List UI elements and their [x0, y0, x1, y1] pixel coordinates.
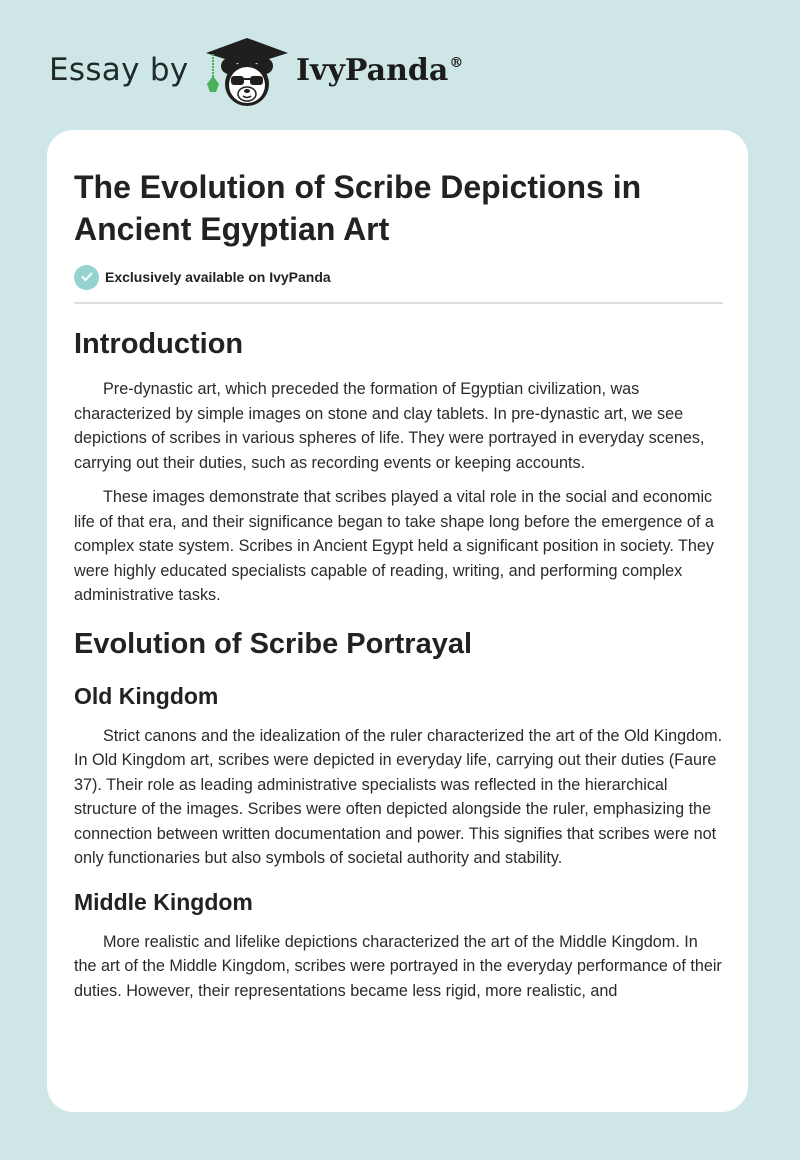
registered-mark: ®	[449, 55, 464, 71]
site-header	[0, 0, 800, 130]
panda-graduate-logo-icon[interactable]	[203, 36, 291, 108]
subsection-heading-old-kingdom: Old Kingdom	[74, 682, 219, 709]
section-heading-introduction: Introduction	[74, 328, 244, 360]
exclusive-badge-label: Exclusively available on IvyPanda	[105, 269, 331, 285]
essay-by-label: Essay by	[49, 52, 189, 88]
paragraph: Pre-dynastic art, which preceded the formation of Egyptian civilization, was characterized by simple images on stone and clay tablets. In pre-dynastic art, we see depictions of scribes in various spheres of life. They were portrayed in everyday scenes, carrying out their duties, such as recording events or keeping accounts.	[74, 380, 705, 472]
title-divider	[74, 302, 723, 304]
check-circle-icon	[74, 265, 99, 290]
paragraph: These images demonstrate that scribes played a vital role in the social and economic life of that era, and their significance began to take shape long before the emergence of a complex state system. Scribes in Ancient Egypt held a significant position in society. They were highly educated specialists capable of reading, writing, and performing complex administrative tasks.	[74, 488, 715, 604]
paragraph: More realistic and lifelike depictions characterized the art of the Middle Kingdom. In the art of the Middle Kingdom, scribes were portrayed in the everyday performance of their duties. However, their representations became less rigid, more realistic, and	[74, 932, 722, 1000]
paragraph: Strict canons and the idealization of the ruler characterized the art of the Old Kingdom. In Old Kingdom art, scribes were depicted in everyday life, carrying out their duties (Faure 37). Their role as leading administrative specialists was reflected in the hierarchical structure of the images. Scribes were often depicted alongside the ruler, emphasizing the connection between written documentation and power. This signifies that scribes were not only functionaries but also symbols of societal authority and stability.	[74, 726, 723, 867]
article-body	[74, 320, 724, 1003]
page-title: The Evolution of Scribe Depictions in Ancient Egyptian Art	[74, 169, 642, 247]
subsection-heading-middle-kingdom: Middle Kingdom	[74, 888, 253, 915]
exclusive-badge	[74, 264, 331, 290]
article-card	[47, 130, 748, 1112]
brand-name[interactable]: IvyPanda®	[296, 53, 464, 88]
section-heading-evolution: Evolution of Scribe Portrayal	[74, 627, 473, 660]
